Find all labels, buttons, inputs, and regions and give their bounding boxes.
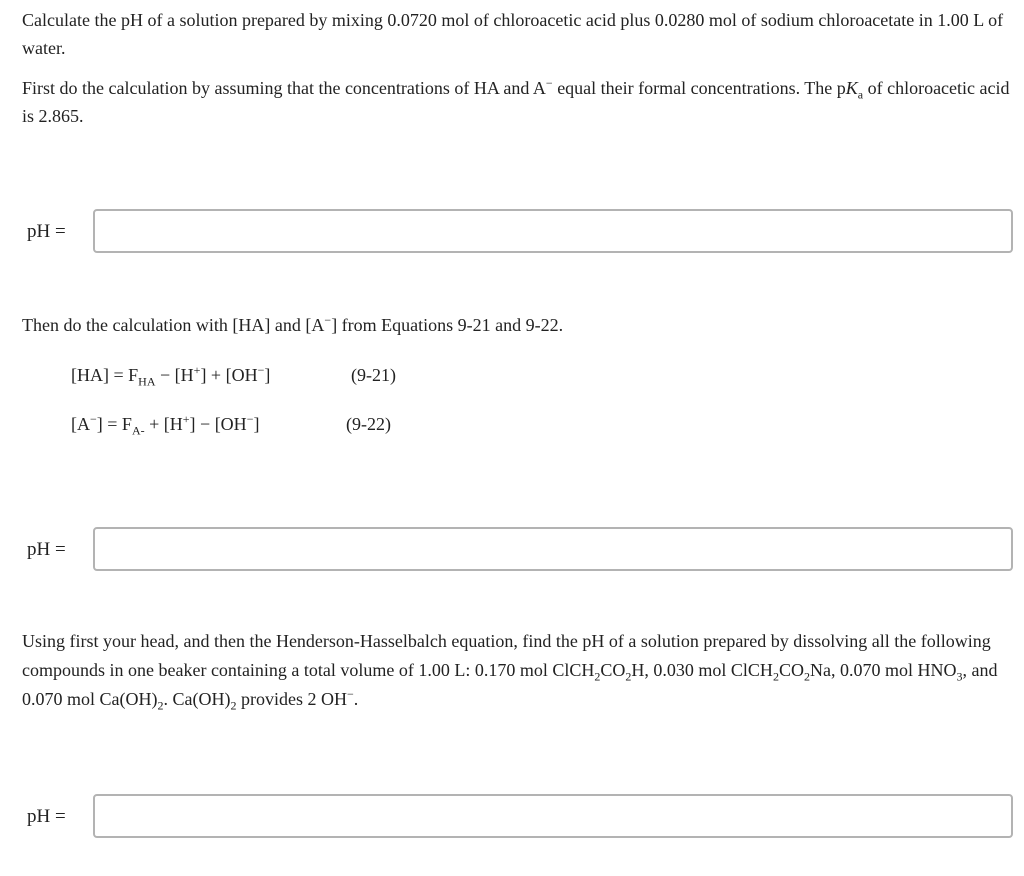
problem-instruction-1: First do the calculation by assuming that the concentrations of HA and A− equal their formal concentrations. The $pK_a$ of chloroacetic acid is 2.865. <box>22 76 1010 126</box>
equation-9-22: $[A^-] = F_{A-} + [H^+] - [OH^-]$ <box>71 412 260 438</box>
problem-instruction-2: Then do the calculation with [HA] and [A−] from Equations 9-21 and 9-22. <box>22 313 564 335</box>
ph-label-2: pH = <box>27 539 66 560</box>
ph-label-3: pH = <box>27 806 66 827</box>
ph-input-3[interactable] <box>93 794 1013 838</box>
equation-number-9-21: (9-21) <box>351 365 396 385</box>
problem-statement-3: Using first your head, and then the Henderson-Hasselbalch equation, find the pH of a solution prepared by dissolving all the following compounds in one beaker containing a total volume of 1.00 L: 0.170 mol $ClCH_2CO_2H$, 0.030 mol $ClCH_2CO_2Na$, 0.070 mol $HNO_3$, and 0.070 mol $Ca(OH)_2$. $Ca(OH)_2$ provides 2 OH−. <box>22 631 998 713</box>
answer-row-2 <box>0 527 1024 573</box>
equation-9-21: $[HA] = F_{HA} - [H^+] + [OH^-]$ <box>71 363 271 389</box>
problem-statement-1: Calculate the pH of a solution prepared by mixing 0.0720 mol of chloroacetic acid plus 0.0280 mol of sodium chloroacetate in 1.00 L of water. <box>22 10 1004 58</box>
ph-input-2[interactable] <box>93 527 1013 571</box>
answer-row-1 <box>0 209 1024 255</box>
ph-input-1[interactable] <box>93 209 1013 253</box>
equation-number-9-22: (9-22) <box>346 414 391 434</box>
answer-row-3 <box>0 794 1024 840</box>
ph-label-1: pH = <box>27 221 66 242</box>
